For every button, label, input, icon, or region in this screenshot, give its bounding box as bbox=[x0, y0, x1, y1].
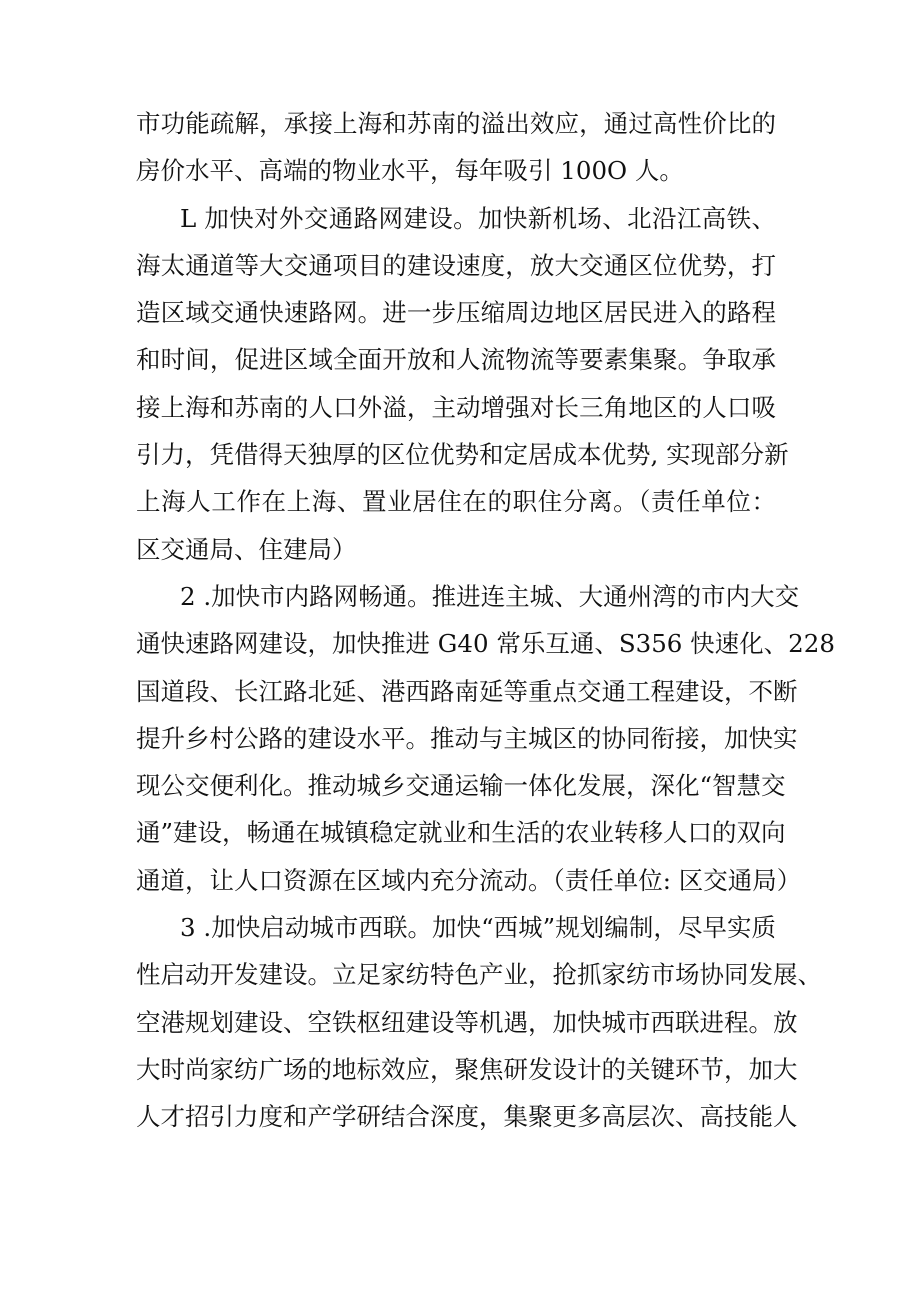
paragraph-3 bbox=[136, 904, 822, 1140]
text-line: 人才招引力度和产学研结合深度，集聚更多高层次、高技能人 bbox=[136, 1102, 798, 1132]
text-line: 海太通道等大交通项目的建设速度，放大交通区位优势，打 bbox=[136, 250, 776, 280]
text-line: 市功能疏解，承接上海和苏南的溢出效应，通过高性价比的 bbox=[136, 109, 776, 138]
paragraph-1 bbox=[136, 195, 789, 573]
text-line: L 加快对外交通路网建设。加快新机场、北沿江高铁、 bbox=[180, 203, 776, 233]
text-line: 造区域交通快速路网。进一步压缩周边地区居民进入的路程 bbox=[136, 298, 776, 328]
text-line: 房价水平、高端的物业水平，每年吸引 100O 人。 bbox=[136, 156, 684, 186]
paragraph-2 bbox=[136, 573, 835, 904]
text-line: 通快速路网建设，加快推进 G40 常乐互通、S356 快速化、228 bbox=[136, 629, 835, 659]
paragraph-0 bbox=[136, 100, 776, 195]
text-line: 空港规划建设、空铁枢纽建设等机遇，加快城市西联进程。放 bbox=[136, 1007, 798, 1037]
document-page bbox=[136, 100, 835, 1141]
text-line: 3 .加快启动城市西联。加快“西城”规划编制，尽早实质 bbox=[180, 913, 776, 943]
text-line: 上海人工作在上海、置业居住在的职住分离。（责任单位： bbox=[136, 487, 776, 517]
text-line: 2 .加快市内路网畅通。推进连主城、大通州湾的市内大交 bbox=[180, 581, 800, 611]
text-line: 国道段、长江路北延、港西路南延等重点交通工程建设，不断 bbox=[136, 676, 798, 706]
text-line: 通道，让人口资源在区域内充分流动。（责任单位: 区交通局） bbox=[136, 865, 802, 895]
text-line: 引力，凭借得天独厚的区位优势和定居成本优势, 实现部分新 bbox=[136, 440, 789, 470]
text-line: 接上海和苏南的人口外溢，主动增强对长三角地区的人口吸 bbox=[136, 392, 776, 422]
text-line: 大时尚家纺广场的地标效应，聚焦研发设计的关键环节，加大 bbox=[136, 1054, 798, 1084]
text-line: 通”建设，畅通在城镇稳定就业和生活的农业转移人口的双向 bbox=[136, 818, 786, 848]
text-line: 性启动开发建设。立足家纺特色产业，抢抓家纺市场协同发展、 bbox=[136, 960, 822, 990]
text-line: 区交通局、住建局） bbox=[136, 534, 357, 564]
text-line: 提升乡村公路的建设水平。推动与主城区的协同衔接，加快实 bbox=[136, 723, 798, 753]
text-line: 和时间，促进区域全面开放和人流物流等要素集聚。争取承 bbox=[136, 345, 776, 375]
text-line: 现公交便利化。推动城乡交通运输一体化发展，深化“智慧交 bbox=[136, 771, 786, 801]
